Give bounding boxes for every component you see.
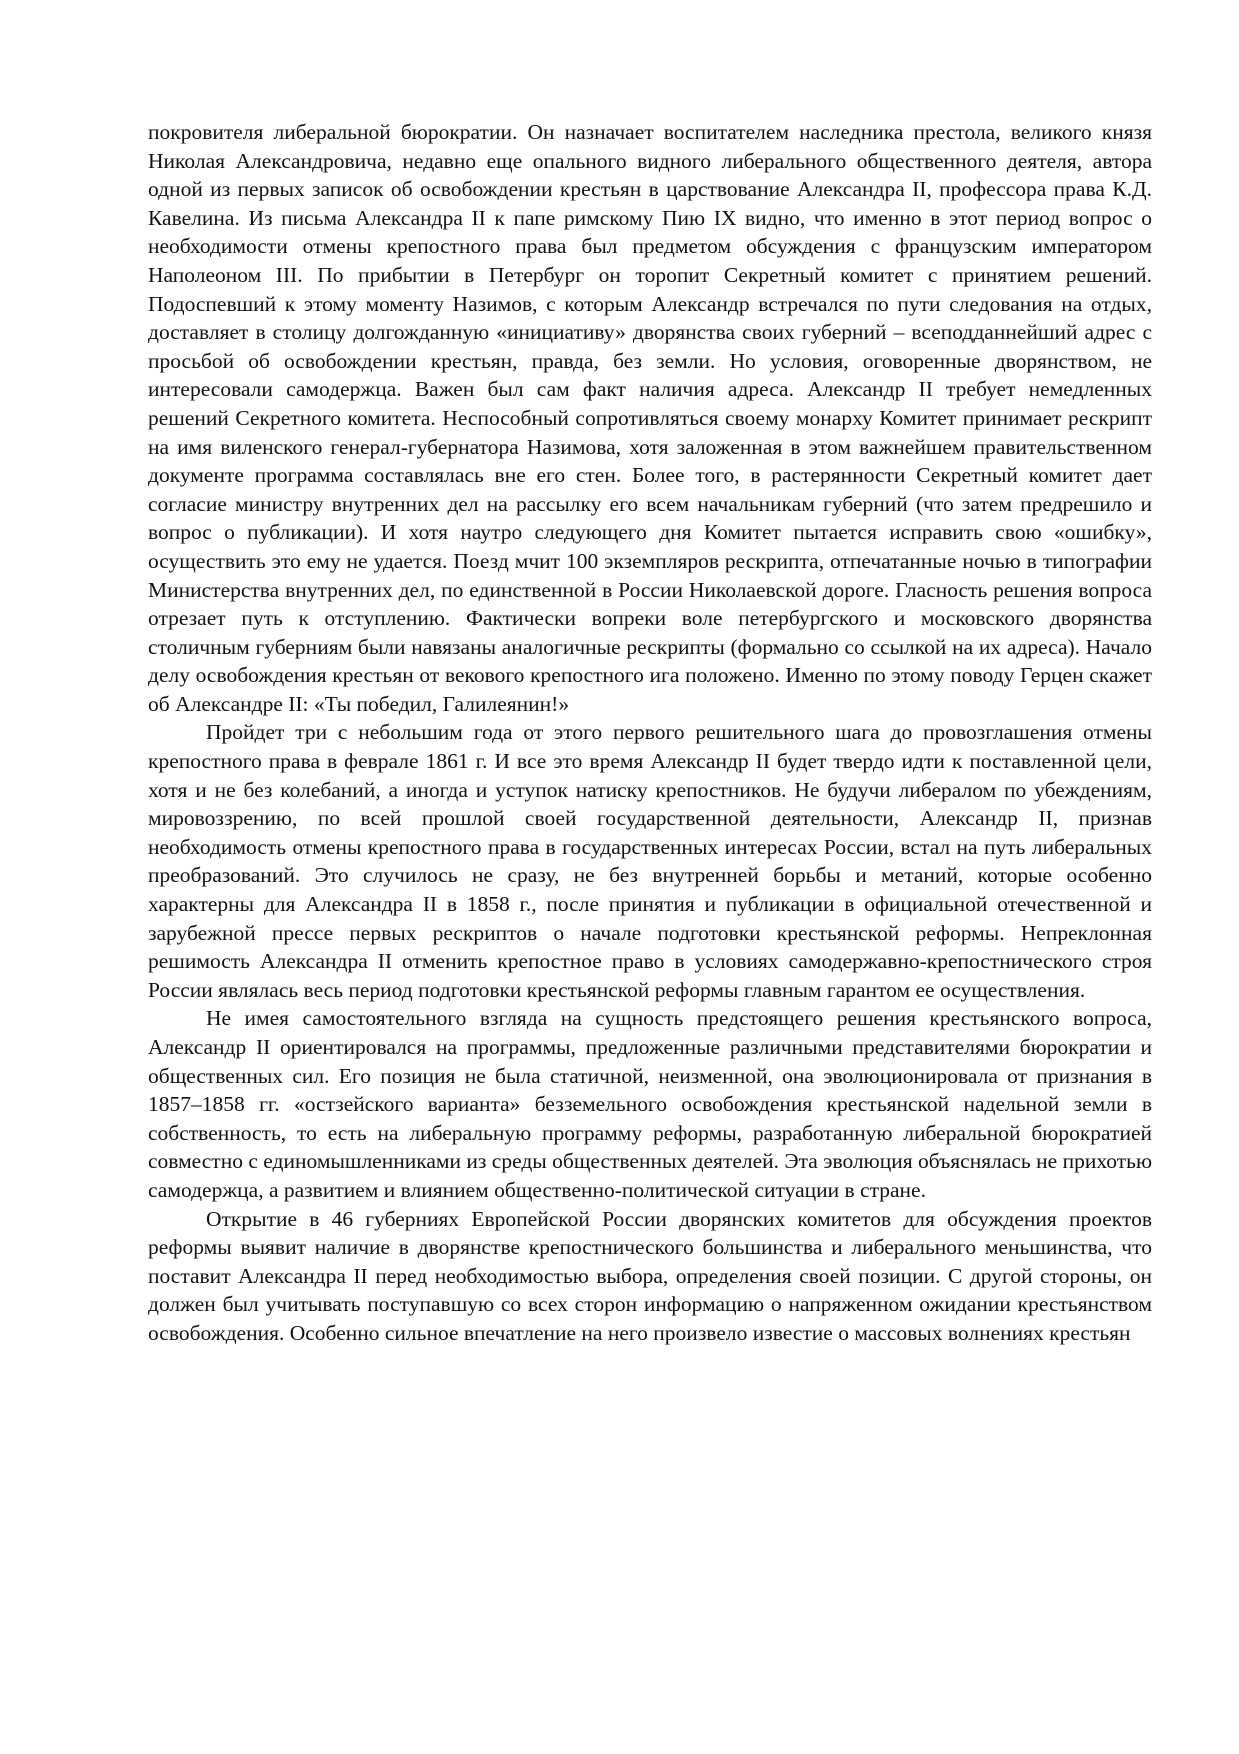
document-page — [148, 118, 1152, 1348]
paragraph-1: покровителя либеральной бюрократии. Он назначает воспитателем наследника престола, великого князя Николая Александровича, недавно еще опального видного либерального общественного деятеля, автора одной из первых записок об освобождении крестьян в царствование Александра II, профессора права К.Д. Кавелина. Из письма Александра II к папе римскому Пию IX видно, что именно в этот период вопрос о необходимости отмены крепостного права был предметом обсуждения с французским императором Наполеоном III. По прибытии в Петербург он торопит Секретный комитет с принятием решений. Подоспевший к этому моменту Назимов, с которым Александр встречался по пути следования на отдых, доставляет в столицу долгожданную «инициативу» дворянства своих губерний – всеподданнейший адрес с просьбой об освобождении крестьян, правда, без земли. Но условия, оговоренные дворянством, не интересовали самодержца. Важен был сам факт наличия адреса. Александр II требует немедленных решений Секретного комитета. Неспособный сопротивляться своему монарху Комитет принимает рескрипт на имя виленского генерал-губернатора Назимова, хотя заложенная в этом важнейшем правительственном документе программа составлялась вне его стен. Более того, в растерянности Секретный комитет дает согласие министру внутренних дел на рассылку его всем начальникам губерний (что затем предрешило и вопрос о публикации). И хотя наутро следующего дня Комитет пытается исправить свою «ошибку», осуществить это ему не удается. Поезд мчит 100 экземпляров рескрипта, отпечатанные ночью в типографии Министерства внутренних дел, по единственной в России Николаевской дороге. Гласность решения вопроса отрезает путь к отступлению. Фактически вопреки воле петербургского и московского дворянства столичным губерниям были навязаны аналогичные рескрипты (формально со ссылкой на их адреса). Начало делу освобождения крестьян от векового крепостного ига положено. Именно по этому поводу Герцен скажет об Александре II: «Ты победил, Галилеянин!» — [148, 120, 1153, 716]
paragraph-2: Пройдет три с небольшим года от этого первого решительного шага до провозглашения отмены крепостного права в феврале 1861 г. И все это время Александр II будет твердо идти к поставленной цели, хотя и не без колебаний, а иногда и уступок натиску крепостников. Не будучи либералом по убеждениям, мировоззрению, по всей прошлой своей государственной деятельности, Александр II, признав необходимость отмены крепостного права в государственных интересах России, встал на путь либеральных преобразований. Это случилось не сразу, не без внутренней борьбы и метаний, которые особенно характерны для Александра II в 1858 г., после принятия и публикации в официальной отечественной и зарубежной прессе первых рескриптов о начале подготовки крестьянской реформы. Непреклонная решимость Александра II отменить крепостное право в условиях самодержавно-крепостнического строя России являлась весь период подготовки крестьянской реформы главным гарантом ее осуществления. — [148, 720, 1152, 1002]
paragraph-3: Не имея самостоятельного взгляда на сущность предстоящего решения крестьянского вопроса, Александр II ориентировался на программы, предложенные различными представителями бюрократии и общественных сил. Его позиция не была статичной, неизменной, она эволюционировала от признания в 1857–1858 гг. «остзейского варианта» безземельного освобождения крестьянской надельной земли в собственность, то есть на либеральную программу реформы, разработанную либеральной бюрократией совместно с единомышленниками из среды общественных деятелей. Эта эволюция объяснялась не прихотью самодержца, а развитием и влиянием общественно-политической ситуации в стране. — [148, 1006, 1152, 1202]
paragraph-4: Открытие в 46 губерниях Европейской России дворянских комитетов для обсуждения проектов реформы выявит наличие в дворянстве крепостнического большинства и либерального меньшинства, что поставит Александра II перед необходимостью выбора, определения своей позиции. С другой стороны, он должен был учитывать поступавшую со всех сторон информацию о напряженном ожидании крестьянством освобождения. Особенно сильное впечатление на него произвело известие о массовых волнениях крестьян — [148, 1206, 1152, 1345]
